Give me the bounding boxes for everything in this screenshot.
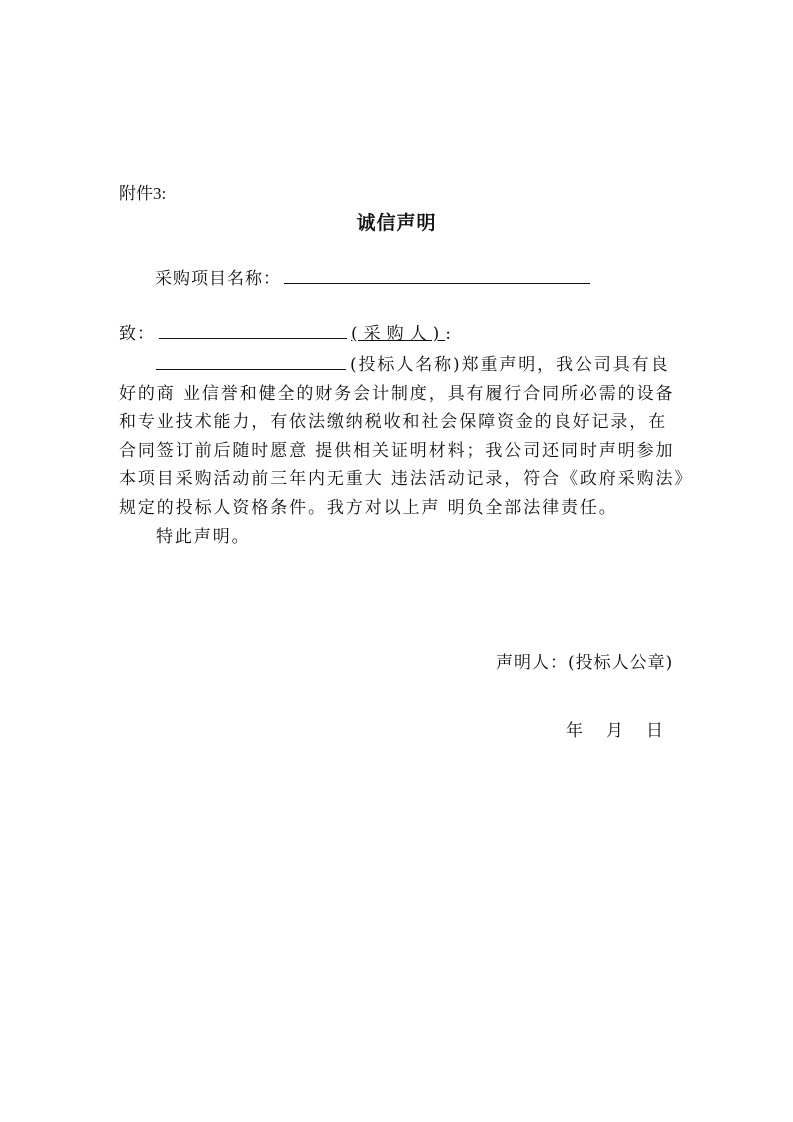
date-day: 日: [646, 721, 663, 741]
declaration-line-6: 规定的投标人资格条件。我方对以上声 明负全部法律责任。: [119, 497, 618, 518]
project-name-blank: [284, 265, 590, 284]
purchaser-label: (采购人): [351, 324, 446, 344]
date-year: 年: [566, 721, 583, 741]
to-suffix: :: [445, 324, 452, 344]
addressee-row: [119, 320, 452, 345]
to-label: 致：: [119, 324, 155, 344]
declaration-line-4: 合同签订前后随时愿意 提供相关证明材料；我公司还同时声明参加: [119, 440, 675, 461]
declarer-label: 声明人：(投标人公章): [496, 653, 674, 673]
declaration-line-3: 和专业技术能力，有依法缴纳税收和社会保障资金的良好记录，在: [119, 412, 668, 433]
document-title: 诚信声明: [356, 212, 437, 234]
bidder-label: (投标人名称): [350, 355, 462, 375]
declaration-line-1-text: 郑重声明，我公司具有良: [461, 355, 670, 375]
declaration-line-5: 本项目采购活动前三年内无重大 违法活动记录，符合《政府采购法》: [119, 469, 694, 490]
project-name-row: [155, 265, 590, 290]
project-name-label: 采购项目名称：: [155, 269, 281, 289]
date-line: [566, 720, 663, 742]
bidder-name-blank: [156, 351, 346, 370]
declaration-line-2: 好的商 业信誉和健全的财务会计制度，具有履行合同所必需的设备: [119, 383, 675, 404]
purchaser-blank: [159, 320, 347, 339]
date-month: 月: [606, 721, 623, 741]
attachment-label: 附件3:: [119, 184, 167, 203]
declaration-closing: 特此声明。: [156, 526, 251, 547]
declaration-body: [119, 351, 694, 551]
declaration-line-1: [119, 351, 669, 380]
